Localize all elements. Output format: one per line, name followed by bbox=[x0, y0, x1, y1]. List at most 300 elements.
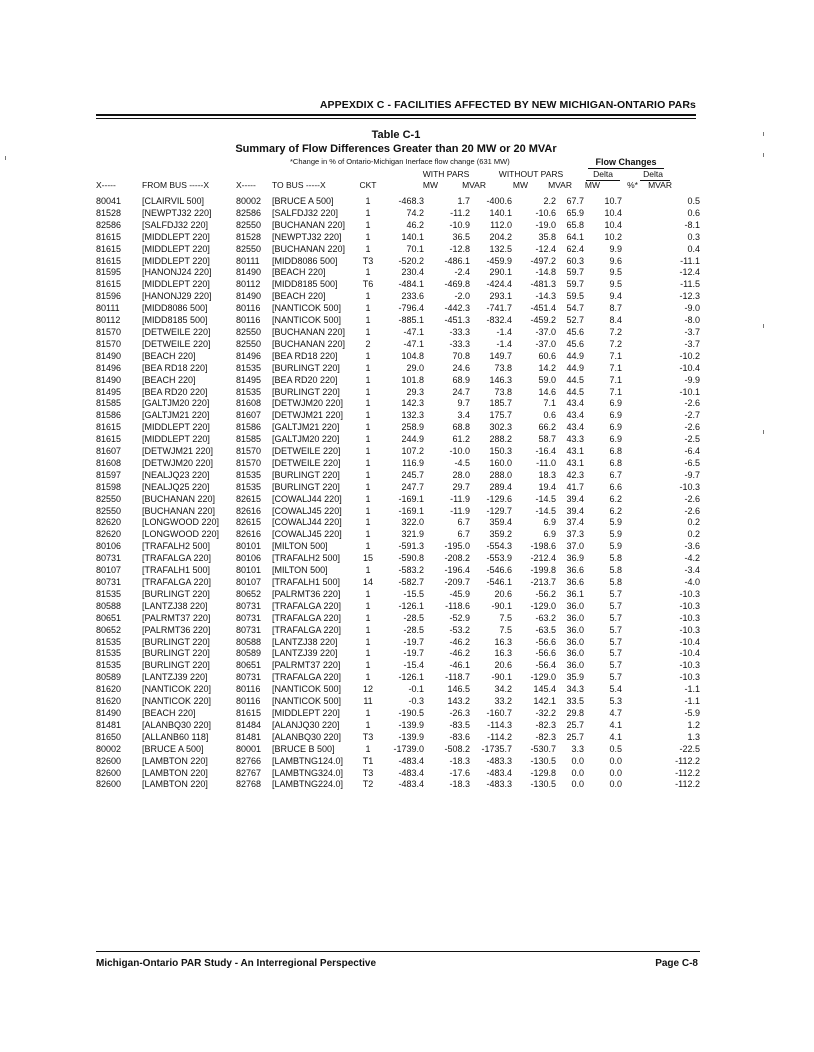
cell-with-mvar: 24.6 bbox=[452, 362, 470, 373]
cell-without-mvar: -11.0 bbox=[536, 457, 556, 468]
table-row bbox=[96, 434, 700, 446]
cell-ckt: T3 bbox=[362, 767, 374, 778]
table-row bbox=[96, 553, 700, 565]
delta-mvar-top-label: Delta bbox=[643, 169, 663, 179]
cell-from-id: 81585 bbox=[96, 398, 122, 409]
table-row bbox=[96, 446, 700, 458]
cell-ckt: T6 bbox=[362, 279, 374, 290]
cell-delta-mw: 65.8 bbox=[566, 219, 584, 230]
cell-to-bus: [BRUCE B 500] bbox=[272, 743, 335, 754]
cell-delta-mw: 45.6 bbox=[566, 326, 584, 337]
cell-with-mw: 230.4 bbox=[401, 267, 424, 278]
cell-to-bus: [LAMBTNG324.0] bbox=[272, 767, 344, 778]
cell-ckt: 1 bbox=[365, 612, 371, 623]
table-row bbox=[96, 577, 700, 589]
cell-with-mvar: -11.2 bbox=[450, 207, 470, 218]
table-row bbox=[96, 363, 700, 375]
table-row bbox=[96, 648, 700, 660]
cell-without-mw: -129.6 bbox=[486, 493, 512, 504]
cell-delta-mw: 44.9 bbox=[566, 350, 584, 361]
cell-without-mvar: 7.1 bbox=[543, 398, 556, 409]
cell-to-id: 80589 bbox=[236, 648, 262, 659]
cell-delta-pct: 6.2 bbox=[609, 505, 622, 516]
cell-delta-mw: 43.1 bbox=[566, 446, 584, 457]
cell-delta-pct: 0.0 bbox=[609, 767, 622, 778]
cell-from-bus: [HANONJ24 220] bbox=[142, 267, 212, 278]
cell-without-mvar: -497.2 bbox=[530, 255, 556, 266]
cell-with-mvar: -451.3 bbox=[444, 315, 470, 326]
cell-delta-mw: 52.7 bbox=[566, 315, 584, 326]
cell-to-id: 80001 bbox=[236, 743, 262, 754]
cell-to-id: 82615 bbox=[236, 517, 262, 528]
cell-delta-pct: 8.7 bbox=[609, 303, 622, 314]
cell-from-bus: [MIDDLEPT 220] bbox=[142, 279, 210, 290]
cell-without-mvar: -530.7 bbox=[530, 743, 556, 754]
cell-from-bus: [MIDD8185 500] bbox=[142, 315, 208, 326]
cell-without-mw: 132.5 bbox=[489, 243, 512, 254]
cell-without-mw: -483.3 bbox=[486, 755, 512, 766]
cell-without-mvar: 66.2 bbox=[538, 422, 556, 433]
cell-ckt: 1 bbox=[365, 219, 371, 230]
cell-from-id: 81620 bbox=[96, 696, 122, 707]
cell-from-bus: [BUCHANAN 220] bbox=[142, 505, 216, 516]
cell-with-mw: -139.9 bbox=[398, 731, 424, 742]
cell-with-mvar: 6.7 bbox=[457, 529, 470, 540]
cell-delta-mvar: -2.7 bbox=[684, 410, 700, 421]
cell-with-mvar: -18.3 bbox=[449, 755, 470, 766]
cell-without-mw: -424.4 bbox=[486, 279, 512, 290]
table-row bbox=[96, 708, 700, 720]
table-row bbox=[96, 482, 700, 494]
cell-delta-mvar: -112.2 bbox=[675, 755, 700, 766]
cell-from-bus: [LONGWOOD 220] bbox=[142, 529, 220, 540]
cell-to-id: 80107 bbox=[236, 577, 262, 587]
cell-delta-mw: 39.4 bbox=[566, 493, 584, 504]
cell-with-mw: 233.6 bbox=[401, 291, 424, 302]
cell-ckt: 1 bbox=[365, 600, 371, 611]
cell-delta-mvar: -11.5 bbox=[680, 279, 700, 290]
cell-from-id: 81598 bbox=[96, 481, 122, 492]
cell-without-mw: -546.1 bbox=[486, 577, 512, 587]
cell-without-mvar: -481.3 bbox=[530, 279, 556, 290]
cell-delta-mvar: -8.0 bbox=[684, 315, 700, 326]
cell-from-bus: [CLAIRVIL 500] bbox=[142, 196, 205, 206]
cell-ckt: 11 bbox=[363, 696, 373, 707]
cell-delta-mw: 39.4 bbox=[566, 505, 584, 516]
cell-ckt: 1 bbox=[365, 196, 371, 206]
table-row bbox=[96, 256, 700, 268]
cell-from-id: 81595 bbox=[96, 267, 122, 278]
cell-delta-mw: 64.1 bbox=[566, 231, 584, 242]
cell-delta-mw: 67.7 bbox=[566, 196, 584, 206]
cell-delta-mvar: -4.0 bbox=[684, 577, 700, 587]
cell-delta-mw: 25.7 bbox=[566, 731, 584, 742]
cell-delta-mw: 0.0 bbox=[571, 755, 584, 766]
cell-delta-mvar: -112.2 bbox=[675, 767, 700, 778]
cell-without-mvar: -37.0 bbox=[535, 338, 556, 349]
cell-with-mw: -483.4 bbox=[398, 755, 424, 766]
cell-delta-mw: 44.5 bbox=[566, 374, 584, 385]
cell-delta-mvar: -11.1 bbox=[680, 255, 700, 266]
cell-with-mw: 321.9 bbox=[401, 529, 424, 540]
cell-with-mw: -796.4 bbox=[398, 303, 424, 314]
cell-delta-mw: 37.3 bbox=[566, 529, 584, 540]
cell-to-bus: [COWALJ45 220] bbox=[272, 505, 342, 516]
cell-with-mw: -15.5 bbox=[403, 588, 424, 599]
cell-delta-mvar: -2.5 bbox=[684, 434, 700, 445]
table-row bbox=[96, 410, 700, 422]
cell-with-mvar: -196.4 bbox=[444, 565, 470, 576]
cell-to-bus: [NANTICOK 500] bbox=[272, 684, 342, 695]
cell-without-mvar: -10.6 bbox=[535, 207, 556, 218]
cell-from-bus: [SALFDJ32 220] bbox=[142, 219, 209, 230]
cell-from-bus: [BURLINGT 220] bbox=[142, 588, 210, 599]
cell-delta-mvar: -10.4 bbox=[679, 636, 700, 647]
cell-delta-pct: 5.7 bbox=[609, 624, 622, 635]
cell-from-id: 80731 bbox=[96, 577, 122, 587]
cell-from-id: 81608 bbox=[96, 457, 122, 468]
cell-delta-mvar: -5.9 bbox=[684, 707, 700, 718]
cell-from-bus: [GALTJM20 220] bbox=[142, 398, 210, 409]
cell-to-id: 80106 bbox=[236, 553, 262, 564]
cell-to-id: 81535 bbox=[236, 362, 262, 373]
cell-ckt: 1 bbox=[365, 434, 371, 445]
table-row bbox=[96, 422, 700, 434]
cell-to-bus: [DETWJM20 220] bbox=[272, 398, 344, 409]
cell-without-mvar: 18.3 bbox=[538, 469, 556, 480]
table-row bbox=[96, 208, 700, 220]
cell-to-id: 81608 bbox=[236, 398, 262, 409]
cell-with-mw: 245.7 bbox=[401, 469, 424, 480]
cell-delta-pct: 5.7 bbox=[609, 660, 622, 671]
cell-to-id: 81615 bbox=[236, 707, 262, 718]
cell-without-mw: -459.9 bbox=[486, 255, 512, 266]
footer-rule bbox=[96, 951, 700, 952]
cell-with-mvar: 68.8 bbox=[452, 422, 470, 433]
cell-without-mvar: 0.6 bbox=[543, 410, 556, 421]
cell-with-mvar: -4.5 bbox=[454, 457, 470, 468]
cell-without-mw: -90.1 bbox=[491, 672, 512, 683]
cell-from-bus: [LONGWOOD 220] bbox=[142, 517, 220, 528]
cell-delta-mvar: -10.3 bbox=[679, 481, 700, 492]
cell-without-mw: 33.2 bbox=[494, 696, 512, 707]
cell-to-bus: [BUCHANAN 220] bbox=[272, 326, 346, 337]
cell-ckt: 1 bbox=[365, 469, 371, 480]
cell-from-bus: [BEACH 220] bbox=[142, 707, 196, 718]
cell-with-mw: -583.2 bbox=[398, 565, 424, 576]
cell-ckt: 1 bbox=[365, 660, 371, 671]
cell-with-mvar: -11.9 bbox=[450, 493, 470, 504]
cell-delta-mw: 37.0 bbox=[566, 541, 584, 552]
cell-delta-mw: 43.4 bbox=[566, 398, 584, 409]
cell-without-mvar: -14.8 bbox=[535, 267, 556, 278]
cell-with-mvar: -10.0 bbox=[449, 446, 470, 457]
cell-without-mvar: -199.8 bbox=[530, 565, 556, 576]
cell-ckt: 1 bbox=[365, 624, 371, 635]
cell-to-id: 82550 bbox=[236, 326, 262, 337]
col-header-delta-pct: %* bbox=[627, 180, 638, 190]
cell-ckt: T1 bbox=[362, 755, 374, 766]
cell-with-mvar: 143.2 bbox=[447, 696, 470, 707]
cell-ckt: 12 bbox=[362, 684, 373, 695]
cell-delta-mvar: -2.6 bbox=[684, 505, 700, 516]
cell-with-mvar: -2.0 bbox=[454, 291, 470, 302]
cell-from-id: 81607 bbox=[96, 446, 122, 457]
cell-with-mw: -169.1 bbox=[398, 493, 424, 504]
table-row bbox=[96, 315, 700, 327]
cell-to-bus: [NANTICOK 500] bbox=[272, 315, 342, 326]
cell-to-id: 81535 bbox=[236, 481, 262, 492]
cell-delta-mvar: -10.4 bbox=[679, 362, 700, 373]
cell-from-bus: [TRAFALH2 500] bbox=[142, 541, 211, 552]
cell-without-mw: -90.1 bbox=[491, 600, 512, 611]
cell-without-mvar: 2.2 bbox=[543, 196, 556, 206]
cell-without-mw: 359.2 bbox=[489, 529, 512, 540]
cell-delta-mw: 36.9 bbox=[566, 553, 584, 564]
cell-without-mvar: -19.0 bbox=[535, 219, 556, 230]
cell-delta-mw: 41.7 bbox=[566, 481, 584, 492]
cell-ckt: 1 bbox=[365, 707, 371, 718]
scan-speck bbox=[763, 132, 764, 136]
cell-to-id: 80116 bbox=[236, 303, 261, 314]
cell-to-id: 81490 bbox=[236, 291, 262, 302]
cell-without-mvar: -12.4 bbox=[535, 243, 556, 254]
cell-without-mw: 302.3 bbox=[489, 422, 512, 433]
col-header-to-bus: TO BUS -----X bbox=[272, 180, 326, 190]
cell-without-mvar: -56.4 bbox=[535, 660, 556, 671]
cell-from-bus: [DETWEILE 220] bbox=[142, 326, 211, 337]
cell-with-mw: 107.2 bbox=[401, 446, 424, 457]
cell-delta-pct: 4.7 bbox=[609, 707, 622, 718]
cell-delta-mvar: 0.2 bbox=[687, 529, 700, 540]
cell-without-mw: 73.8 bbox=[494, 386, 512, 397]
table-row bbox=[96, 506, 700, 518]
cell-without-mw: 204.2 bbox=[489, 231, 512, 242]
cell-delta-pct: 9.5 bbox=[609, 279, 622, 290]
cell-from-bus: [BURLINGT 220] bbox=[142, 636, 210, 647]
table-row bbox=[96, 291, 700, 303]
cell-ckt: T3 bbox=[362, 731, 374, 742]
cell-without-mw: 288.0 bbox=[489, 469, 512, 480]
cell-delta-mvar: -9.0 bbox=[684, 303, 700, 314]
cell-to-bus: [LANTZJ38 220] bbox=[272, 636, 338, 647]
cell-ckt: 1 bbox=[365, 410, 371, 421]
cell-delta-pct: 6.8 bbox=[609, 457, 622, 468]
cell-from-id: 82550 bbox=[96, 493, 122, 504]
cell-ckt: 1 bbox=[365, 493, 371, 504]
cell-to-bus: [BUCHANAN 220] bbox=[272, 338, 346, 349]
cell-with-mw: -591.3 bbox=[398, 541, 424, 552]
cell-from-bus: [HANONJ29 220] bbox=[142, 291, 212, 302]
cell-from-id: 80589 bbox=[96, 672, 122, 683]
cell-from-id: 81570 bbox=[96, 326, 122, 337]
cell-ckt: 1 bbox=[365, 588, 371, 599]
cell-from-id: 81535 bbox=[96, 588, 122, 599]
cell-delta-mvar: -6.4 bbox=[684, 446, 700, 457]
cell-from-id: 82620 bbox=[96, 529, 122, 540]
cell-delta-mvar: -10.3 bbox=[679, 672, 700, 683]
flow-changes-group-label: Flow Changes bbox=[595, 157, 657, 167]
cell-delta-mw: 59.7 bbox=[566, 279, 584, 290]
cell-without-mvar: -14.5 bbox=[535, 505, 556, 516]
cell-from-id: 80111 bbox=[96, 303, 120, 314]
cell-delta-pct: 5.8 bbox=[609, 577, 622, 587]
cell-to-id: 81490 bbox=[236, 267, 262, 278]
cell-to-bus: [GALTJM21 220] bbox=[272, 422, 340, 433]
cell-without-mvar: -37.0 bbox=[535, 326, 556, 337]
cell-from-id: 81490 bbox=[96, 350, 122, 361]
cell-to-bus: [BURLINGT 220] bbox=[272, 386, 340, 397]
cell-delta-mw: 62.4 bbox=[566, 243, 584, 254]
cell-to-bus: [BURLINGT 220] bbox=[272, 362, 340, 373]
cell-delta-mvar: -1.1 bbox=[684, 696, 700, 707]
cell-delta-mw: 34.3 bbox=[566, 684, 584, 695]
cell-ckt: 1 bbox=[365, 350, 371, 361]
cell-without-mvar: 14.2 bbox=[538, 362, 556, 373]
cell-delta-pct: 9.6 bbox=[609, 255, 622, 266]
cell-delta-pct: 5.3 bbox=[609, 696, 622, 707]
cell-delta-mw: 37.4 bbox=[566, 517, 584, 528]
cell-to-id: 82586 bbox=[236, 207, 262, 218]
cell-to-bus: [MIDDLEPT 220] bbox=[272, 707, 340, 718]
cell-delta-mw: 35.9 bbox=[566, 672, 584, 683]
cell-delta-mvar: -3.7 bbox=[684, 326, 700, 337]
cell-to-id: 80116 bbox=[236, 684, 261, 695]
col-header-without-mvar: MVAR bbox=[548, 180, 572, 190]
cell-delta-mvar: -4.2 bbox=[684, 553, 700, 564]
cell-with-mw: 74.2 bbox=[406, 207, 424, 218]
cell-delta-mw: 0.0 bbox=[571, 767, 584, 778]
cell-without-mw: 293.1 bbox=[489, 291, 512, 302]
cell-from-bus: [TRAFALGA 220] bbox=[142, 553, 212, 564]
cell-with-mvar: 1.7 bbox=[457, 196, 470, 206]
cell-delta-mvar: -10.3 bbox=[679, 660, 700, 671]
cell-from-id: 81620 bbox=[96, 684, 122, 695]
cell-with-mvar: 146.5 bbox=[447, 684, 470, 695]
cell-delta-pct: 4.1 bbox=[609, 719, 622, 730]
cell-with-mvar: -508.2 bbox=[444, 743, 470, 754]
cell-without-mvar: -82.3 bbox=[535, 731, 556, 742]
cell-to-bus: [TRAFALGA 220] bbox=[272, 612, 342, 623]
cell-without-mvar: 58.7 bbox=[538, 434, 556, 445]
cell-to-bus: [TRAFALH2 500] bbox=[272, 553, 341, 564]
cell-without-mvar: 59.0 bbox=[538, 374, 556, 385]
cell-from-bus: [BEA RD18 220] bbox=[142, 362, 208, 373]
table-row bbox=[96, 351, 700, 363]
cell-without-mvar: -16.4 bbox=[535, 446, 556, 457]
cell-from-id: 81535 bbox=[96, 636, 122, 647]
cell-to-bus: [ALANJQ30 220] bbox=[272, 719, 340, 730]
cell-to-id: 81528 bbox=[236, 231, 262, 242]
cell-ckt: 1 bbox=[365, 743, 371, 754]
cell-from-bus: [LANTZJ39 220] bbox=[142, 672, 208, 683]
cell-with-mw: -1739.0 bbox=[393, 743, 424, 754]
cell-delta-pct: 6.8 bbox=[609, 446, 622, 457]
cell-without-mvar: 35.8 bbox=[538, 231, 556, 242]
cell-with-mw: -169.1 bbox=[398, 505, 424, 516]
cell-to-bus: [BURLINGT 220] bbox=[272, 481, 340, 492]
cell-delta-pct: 0.0 bbox=[609, 779, 622, 790]
cell-with-mvar: -46.2 bbox=[449, 636, 470, 647]
table-row bbox=[96, 589, 700, 601]
cell-delta-mvar: 0.2 bbox=[687, 517, 700, 528]
cell-ckt: 1 bbox=[365, 386, 371, 397]
cell-with-mvar: 6.7 bbox=[457, 517, 470, 528]
cell-delta-mw: 44.9 bbox=[566, 362, 584, 373]
cell-delta-pct: 5.7 bbox=[609, 636, 622, 647]
cell-to-id: 82616 bbox=[236, 529, 262, 540]
cell-with-mw: 258.9 bbox=[401, 422, 424, 433]
table-row bbox=[96, 684, 700, 696]
cell-from-id: 81495 bbox=[96, 386, 122, 397]
cell-delta-mw: 3.3 bbox=[571, 743, 584, 754]
cell-from-id: 82550 bbox=[96, 505, 122, 516]
cell-with-mvar: -52.9 bbox=[449, 612, 470, 623]
cell-delta-mw: 43.4 bbox=[566, 410, 584, 421]
cell-from-bus: [PALRMT36 220] bbox=[142, 624, 211, 635]
cell-from-id: 81535 bbox=[96, 648, 122, 659]
cell-with-mw: -139.9 bbox=[398, 719, 424, 730]
cell-without-mw: 290.1 bbox=[489, 267, 512, 278]
cell-from-bus: [DETWJM21 220] bbox=[142, 446, 214, 457]
cell-without-mw: 73.8 bbox=[494, 362, 512, 373]
footer-study-title: Michigan-Ontario PAR Study - An Interregional Perspective bbox=[96, 958, 377, 969]
cell-without-mw: 112.0 bbox=[490, 219, 512, 230]
cell-with-mw: -126.1 bbox=[398, 600, 424, 611]
cell-without-mw: -114.2 bbox=[487, 731, 512, 742]
cell-with-mw: -47.1 bbox=[403, 338, 424, 349]
cell-with-mw: -190.5 bbox=[398, 707, 424, 718]
cell-without-mw: 140.1 bbox=[489, 207, 512, 218]
cell-delta-pct: 5.7 bbox=[609, 672, 622, 683]
cell-to-bus: [TRAFALGA 220] bbox=[272, 600, 342, 611]
cell-from-id: 82600 bbox=[96, 767, 122, 778]
cell-with-mw: 104.8 bbox=[401, 350, 424, 361]
cell-without-mw: -160.7 bbox=[486, 707, 512, 718]
cell-with-mvar: -45.9 bbox=[449, 588, 470, 599]
cell-delta-mvar: -12.4 bbox=[679, 267, 700, 278]
cell-with-mvar: -83.5 bbox=[449, 719, 470, 730]
cell-to-id: 81484 bbox=[236, 719, 262, 730]
cell-with-mw: -582.7 bbox=[398, 577, 424, 587]
cell-delta-pct: 10.4 bbox=[604, 219, 622, 230]
cell-without-mvar: -198.6 bbox=[530, 541, 556, 552]
col-header-to-id: X----- bbox=[236, 180, 256, 190]
cell-with-mvar: 36.5 bbox=[452, 231, 470, 242]
cell-from-id: 82600 bbox=[96, 779, 122, 790]
cell-delta-pct: 0.0 bbox=[609, 755, 622, 766]
cell-without-mw: -1.4 bbox=[496, 338, 512, 349]
cell-with-mvar: -486.1 bbox=[444, 255, 470, 266]
cell-without-mvar: -56.6 bbox=[535, 648, 556, 659]
cell-without-mw: -114.3 bbox=[487, 719, 512, 730]
table-row bbox=[96, 625, 700, 637]
cell-ckt: 1 bbox=[365, 374, 371, 385]
table-row bbox=[96, 720, 700, 732]
cell-with-mvar: -83.6 bbox=[449, 731, 470, 742]
cell-ckt: 1 bbox=[365, 315, 371, 326]
cell-to-id: 81607 bbox=[236, 410, 262, 421]
cell-to-bus: [NEWPTJ32 220] bbox=[272, 231, 342, 242]
col-header-delta-mvar: MVAR bbox=[648, 180, 672, 190]
table-row bbox=[96, 375, 700, 387]
cell-without-mw: 34.2 bbox=[494, 684, 512, 695]
cell-from-bus: [DETWEILE 220] bbox=[142, 338, 211, 349]
cell-ckt: 1 bbox=[365, 457, 371, 468]
cell-delta-mw: 65.9 bbox=[566, 207, 584, 218]
table-note: *Change in % of Ontario-Michigan Inerface flow change (631 MW) bbox=[290, 157, 510, 166]
cell-with-mvar: 68.9 bbox=[452, 374, 470, 385]
